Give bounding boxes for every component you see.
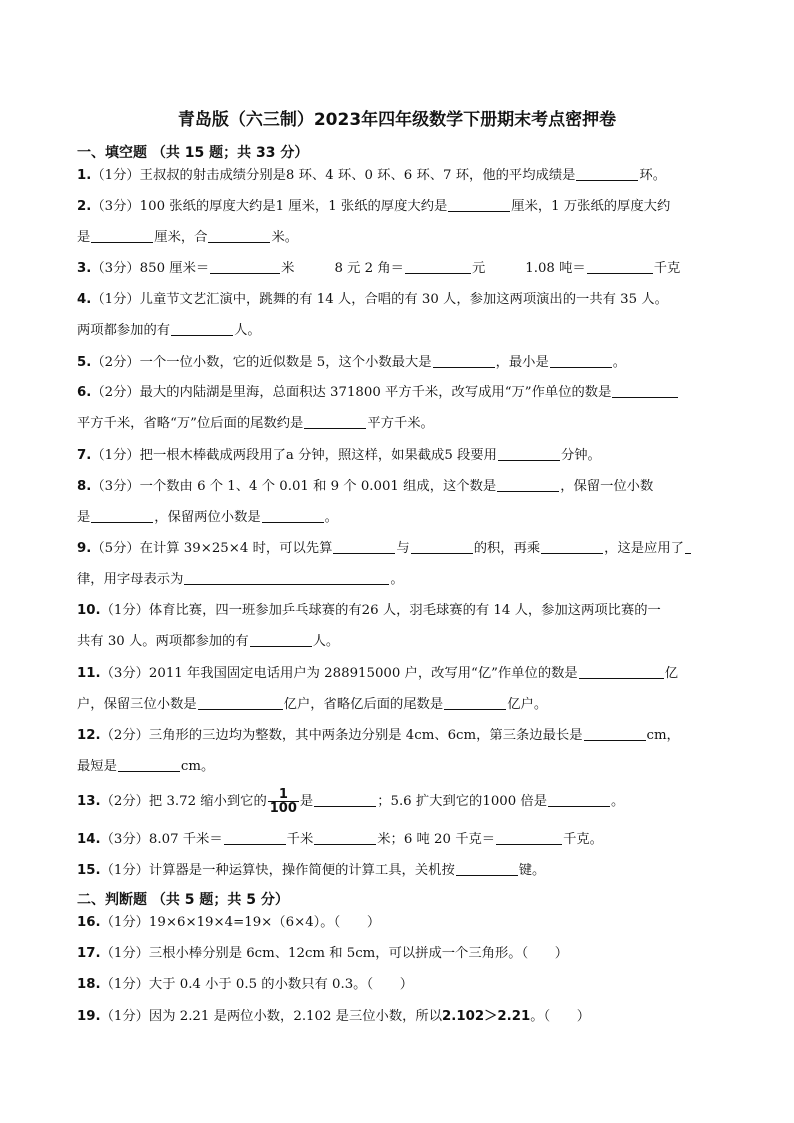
question-text: 三角形的三边均为整数，其中两条边分别是 4cm、6cm，第三条边最长是 xyxy=(148,728,583,743)
question-number: 19. xyxy=(77,1009,101,1024)
question-number: 13. xyxy=(77,794,101,809)
question-number: 10. xyxy=(77,603,101,618)
question-number: 2. xyxy=(77,199,92,214)
question-text: 一个一位小数，它的近似数是 5，这个小数最大是 xyxy=(139,355,432,370)
answer-blank[interactable] xyxy=(262,508,324,523)
answer-blank[interactable] xyxy=(612,383,678,398)
question-text: 千克 xyxy=(653,261,681,276)
section-heading-fill-in: 一、填空题 （共 15 题；共 33 分） xyxy=(77,145,309,161)
question-number: 12. xyxy=(77,728,101,743)
question-text: 人。 xyxy=(312,634,340,649)
question-9 xyxy=(77,533,722,564)
question-number: 8. xyxy=(77,479,92,494)
question-10-line-2 xyxy=(77,626,722,657)
question-2 xyxy=(77,191,722,222)
question-text: 平方千米，省略“万”位后面的尾数约是 xyxy=(77,416,304,431)
question-text: 亿户，省略亿后面的尾数是 xyxy=(283,697,444,712)
question-score: （1分） xyxy=(100,863,149,878)
question-number: 14. xyxy=(77,832,101,847)
answer-blank[interactable] xyxy=(541,539,603,554)
fraction xyxy=(268,788,299,815)
answer-blank[interactable] xyxy=(433,353,495,368)
question-text: 分钟。 xyxy=(560,448,601,463)
question-score: （1分） xyxy=(100,915,149,930)
question-text: 是 xyxy=(77,510,91,525)
question-score: （2分） xyxy=(100,728,149,743)
question-text: ；5.6 扩大到它的1000 倍是 xyxy=(377,794,548,809)
question-score: （1分） xyxy=(100,1009,149,1024)
question-number: 11. xyxy=(77,666,101,681)
question-6-line-2 xyxy=(77,408,722,439)
question-text: 因为 2.21 是两位小数，2.102 是三位小数，所以 xyxy=(148,1009,443,1024)
question-15 xyxy=(77,855,722,886)
question-text: 米；6 吨 20 千克＝ xyxy=(377,832,496,847)
answer-blank[interactable] xyxy=(685,539,691,554)
answer-blank[interactable] xyxy=(198,695,283,710)
question-text: 100 张纸的厚度大约是1 厘米，1 张纸的厚度大约是 xyxy=(139,199,448,214)
question-text: ，这是应用了 xyxy=(604,541,684,556)
question-text: 亿户。 xyxy=(507,697,548,712)
question-text: 元 xyxy=(471,261,486,276)
question-score: （3分） xyxy=(91,199,140,214)
answer-blank[interactable] xyxy=(208,228,270,243)
question-17 xyxy=(77,938,722,969)
question-number: 7. xyxy=(77,448,92,463)
question-text: 计算器是一种运算快，操作简便的计算工具，关机按 xyxy=(148,863,455,878)
question-2-line-2 xyxy=(77,222,722,253)
answer-blank[interactable] xyxy=(496,830,562,845)
question-text: cm， xyxy=(646,728,680,743)
answer-blank[interactable] xyxy=(584,726,646,741)
question-score: （1分） xyxy=(91,168,140,183)
question-text: 体育比赛，四一班参加乒乓球赛的有26 人，羽毛球赛的有 14 人，参加这两项比赛的一 xyxy=(148,603,661,618)
question-number: 18. xyxy=(77,977,101,992)
question-10 xyxy=(77,595,722,626)
question-text: 。（ ） xyxy=(530,1009,591,1024)
answer-blank[interactable] xyxy=(576,166,638,181)
answer-blank[interactable] xyxy=(548,792,610,807)
answer-blank[interactable] xyxy=(405,259,471,274)
answer-blank[interactable] xyxy=(304,414,366,429)
answer-blank[interactable] xyxy=(118,757,180,772)
question-12-line-2 xyxy=(77,751,722,782)
question-score: （5分） xyxy=(91,541,140,556)
question-text: 大于 0.4 小于 0.5 的小数只有 0.3。（ ） xyxy=(148,977,414,992)
question-score: （1分） xyxy=(100,603,149,618)
fraction-denominator: 100 xyxy=(269,801,297,816)
question-number: 3. xyxy=(77,261,92,276)
question-text: 米 xyxy=(281,261,295,276)
question-text: 最大的内陆湖是里海，总面积达 371800 平方千米，改写成用“万”作单位的数是 xyxy=(139,385,612,400)
question-number: 15. xyxy=(77,863,101,878)
question-score: （2分） xyxy=(91,385,140,400)
question-text: 律，用字母表示为 xyxy=(77,572,184,587)
question-8-line-2 xyxy=(77,502,722,533)
question-text: 最短是 xyxy=(77,759,117,774)
question-text: 王叔叔的射击成绩分别是8 环、4 环、0 环、6 环、7 环，他的平均成绩是 xyxy=(139,168,576,183)
answer-blank[interactable] xyxy=(210,259,280,274)
question-4 xyxy=(77,284,722,315)
answer-blank[interactable] xyxy=(550,353,612,368)
question-text: 平方千米。 xyxy=(367,416,434,431)
answer-blank[interactable] xyxy=(498,446,560,461)
question-text: 人。 xyxy=(234,323,261,338)
question-text: 两项都参加的有 xyxy=(77,323,171,338)
question-text: 2011 年我国固定电话用户为 288915000 户，改写用“亿”作单位的数是 xyxy=(148,666,578,681)
question-number: 9. xyxy=(77,541,92,556)
question-text: 厘米，合 xyxy=(154,230,208,245)
question-4-line-2 xyxy=(77,315,722,346)
question-11 xyxy=(77,658,722,689)
question-number: 17. xyxy=(77,946,101,961)
question-text: 千克。 xyxy=(563,832,603,847)
answer-blank[interactable] xyxy=(333,539,395,554)
question-text: 是 xyxy=(77,230,91,245)
question-text: 儿童节文艺汇演中，跳舞的有 14 人，合唱的有 30 人，参加这两项演出的一共有 35 人。 xyxy=(139,292,668,307)
question-text: 键。 xyxy=(518,863,546,878)
question-text: 亿 xyxy=(664,666,679,681)
question-1 xyxy=(77,160,722,191)
answer-blank[interactable] xyxy=(91,508,153,523)
question-text: 。 xyxy=(324,510,338,525)
question-8 xyxy=(77,471,722,502)
question-score: （1分） xyxy=(91,448,140,463)
question-16 xyxy=(77,907,722,938)
answer-blank[interactable] xyxy=(497,477,559,492)
question-text: 户，保留三位小数是 xyxy=(77,697,197,712)
answer-blank[interactable] xyxy=(314,792,376,807)
answer-blank[interactable] xyxy=(91,228,153,243)
question-18 xyxy=(77,969,722,1000)
question-score: （2分） xyxy=(91,355,140,370)
answer-blank[interactable] xyxy=(184,570,389,585)
question-text: 一个数由 6 个 1、4 个 0.01 和 9 个 0.001 组成，这个数是 xyxy=(139,479,497,494)
question-14 xyxy=(77,824,722,855)
question-13 xyxy=(77,786,722,817)
question-text: 是 xyxy=(299,794,314,809)
question-7 xyxy=(77,440,722,471)
question-number: 1. xyxy=(77,168,92,183)
question-score: （1分） xyxy=(91,292,140,307)
question-text: 8 元 2 角＝ xyxy=(334,261,404,276)
question-number: 5. xyxy=(77,355,92,370)
question-text: cm。 xyxy=(180,759,215,774)
question-3 xyxy=(77,253,722,284)
answer-blank[interactable] xyxy=(224,830,286,845)
question-12 xyxy=(77,720,722,751)
answer-blank[interactable] xyxy=(250,632,312,647)
question-text: 三根小棒分别是 6cm、12cm 和 5cm，可以拼成一个三角形。（ ） xyxy=(148,946,569,961)
question-19 xyxy=(77,1001,722,1032)
question-9-line-2 xyxy=(77,564,722,595)
question-text: ，保留一位小数 xyxy=(560,479,654,494)
question-text: 19×6×19×4=19×（6×4）。（ ） xyxy=(148,915,381,930)
question-number: 6. xyxy=(77,385,92,400)
answer-blank[interactable] xyxy=(411,539,473,554)
question-text: 8.07 千米＝ xyxy=(148,832,223,847)
question-score: （3分） xyxy=(100,832,149,847)
question-score: （1分） xyxy=(100,946,149,961)
question-text: 850 厘米＝ xyxy=(139,261,210,276)
question-text: 把 3.72 缩小到它的 xyxy=(148,794,267,809)
answer-blank[interactable] xyxy=(171,321,233,336)
answer-blank[interactable] xyxy=(587,259,653,274)
question-score: （3分） xyxy=(91,479,140,494)
question-text: 共有 30 人。两项都参加的有 xyxy=(77,634,249,649)
question-text: 1.08 吨＝ xyxy=(525,261,586,276)
question-text: 环。 xyxy=(639,168,667,183)
answer-blank[interactable] xyxy=(448,197,510,212)
question-text: 。 xyxy=(390,572,404,587)
question-text: 把一根木棒截成两段用了a 分钟，照这样，如果截成5 段要用 xyxy=(139,448,497,463)
fraction-numerator: 1 xyxy=(268,788,299,802)
question-6 xyxy=(77,377,722,408)
question-score: （2分） xyxy=(100,794,149,809)
question-text: 厘米，1 万张纸的厚度大约 xyxy=(511,199,671,214)
question-text: 的积，再乘 xyxy=(473,541,541,556)
question-score: （3分） xyxy=(100,666,149,681)
question-text: 在计算 39×25×4 时，可以先算 xyxy=(139,541,333,556)
question-text: ，保留两位小数是 xyxy=(154,510,261,525)
question-number: 16. xyxy=(77,915,101,930)
question-number: 4. xyxy=(77,292,92,307)
question-text: 米。 xyxy=(271,230,299,245)
question-5 xyxy=(77,347,722,378)
question-text: 千米 xyxy=(286,832,314,847)
question-score: （3分） xyxy=(91,261,140,276)
question-text: 与 xyxy=(396,541,410,556)
answer-blank[interactable] xyxy=(314,830,376,845)
answer-blank[interactable] xyxy=(456,861,518,876)
page-title: 青岛版（六三制）2023年四年级数学下册期末考点密押卷 xyxy=(177,110,617,130)
question-score: （1分） xyxy=(100,977,149,992)
answer-blank[interactable] xyxy=(579,664,664,679)
question-11-line-2 xyxy=(77,689,722,720)
question-text: ，最小是 xyxy=(495,355,549,370)
answer-blank[interactable] xyxy=(444,695,506,710)
math-expression: 2.102＞2.21 xyxy=(442,1009,531,1024)
section-heading-true-false: 二、判断题 （共 5 题；共 5 分） xyxy=(77,892,289,908)
question-text: 。 xyxy=(612,355,627,370)
question-text: 。 xyxy=(611,794,625,809)
